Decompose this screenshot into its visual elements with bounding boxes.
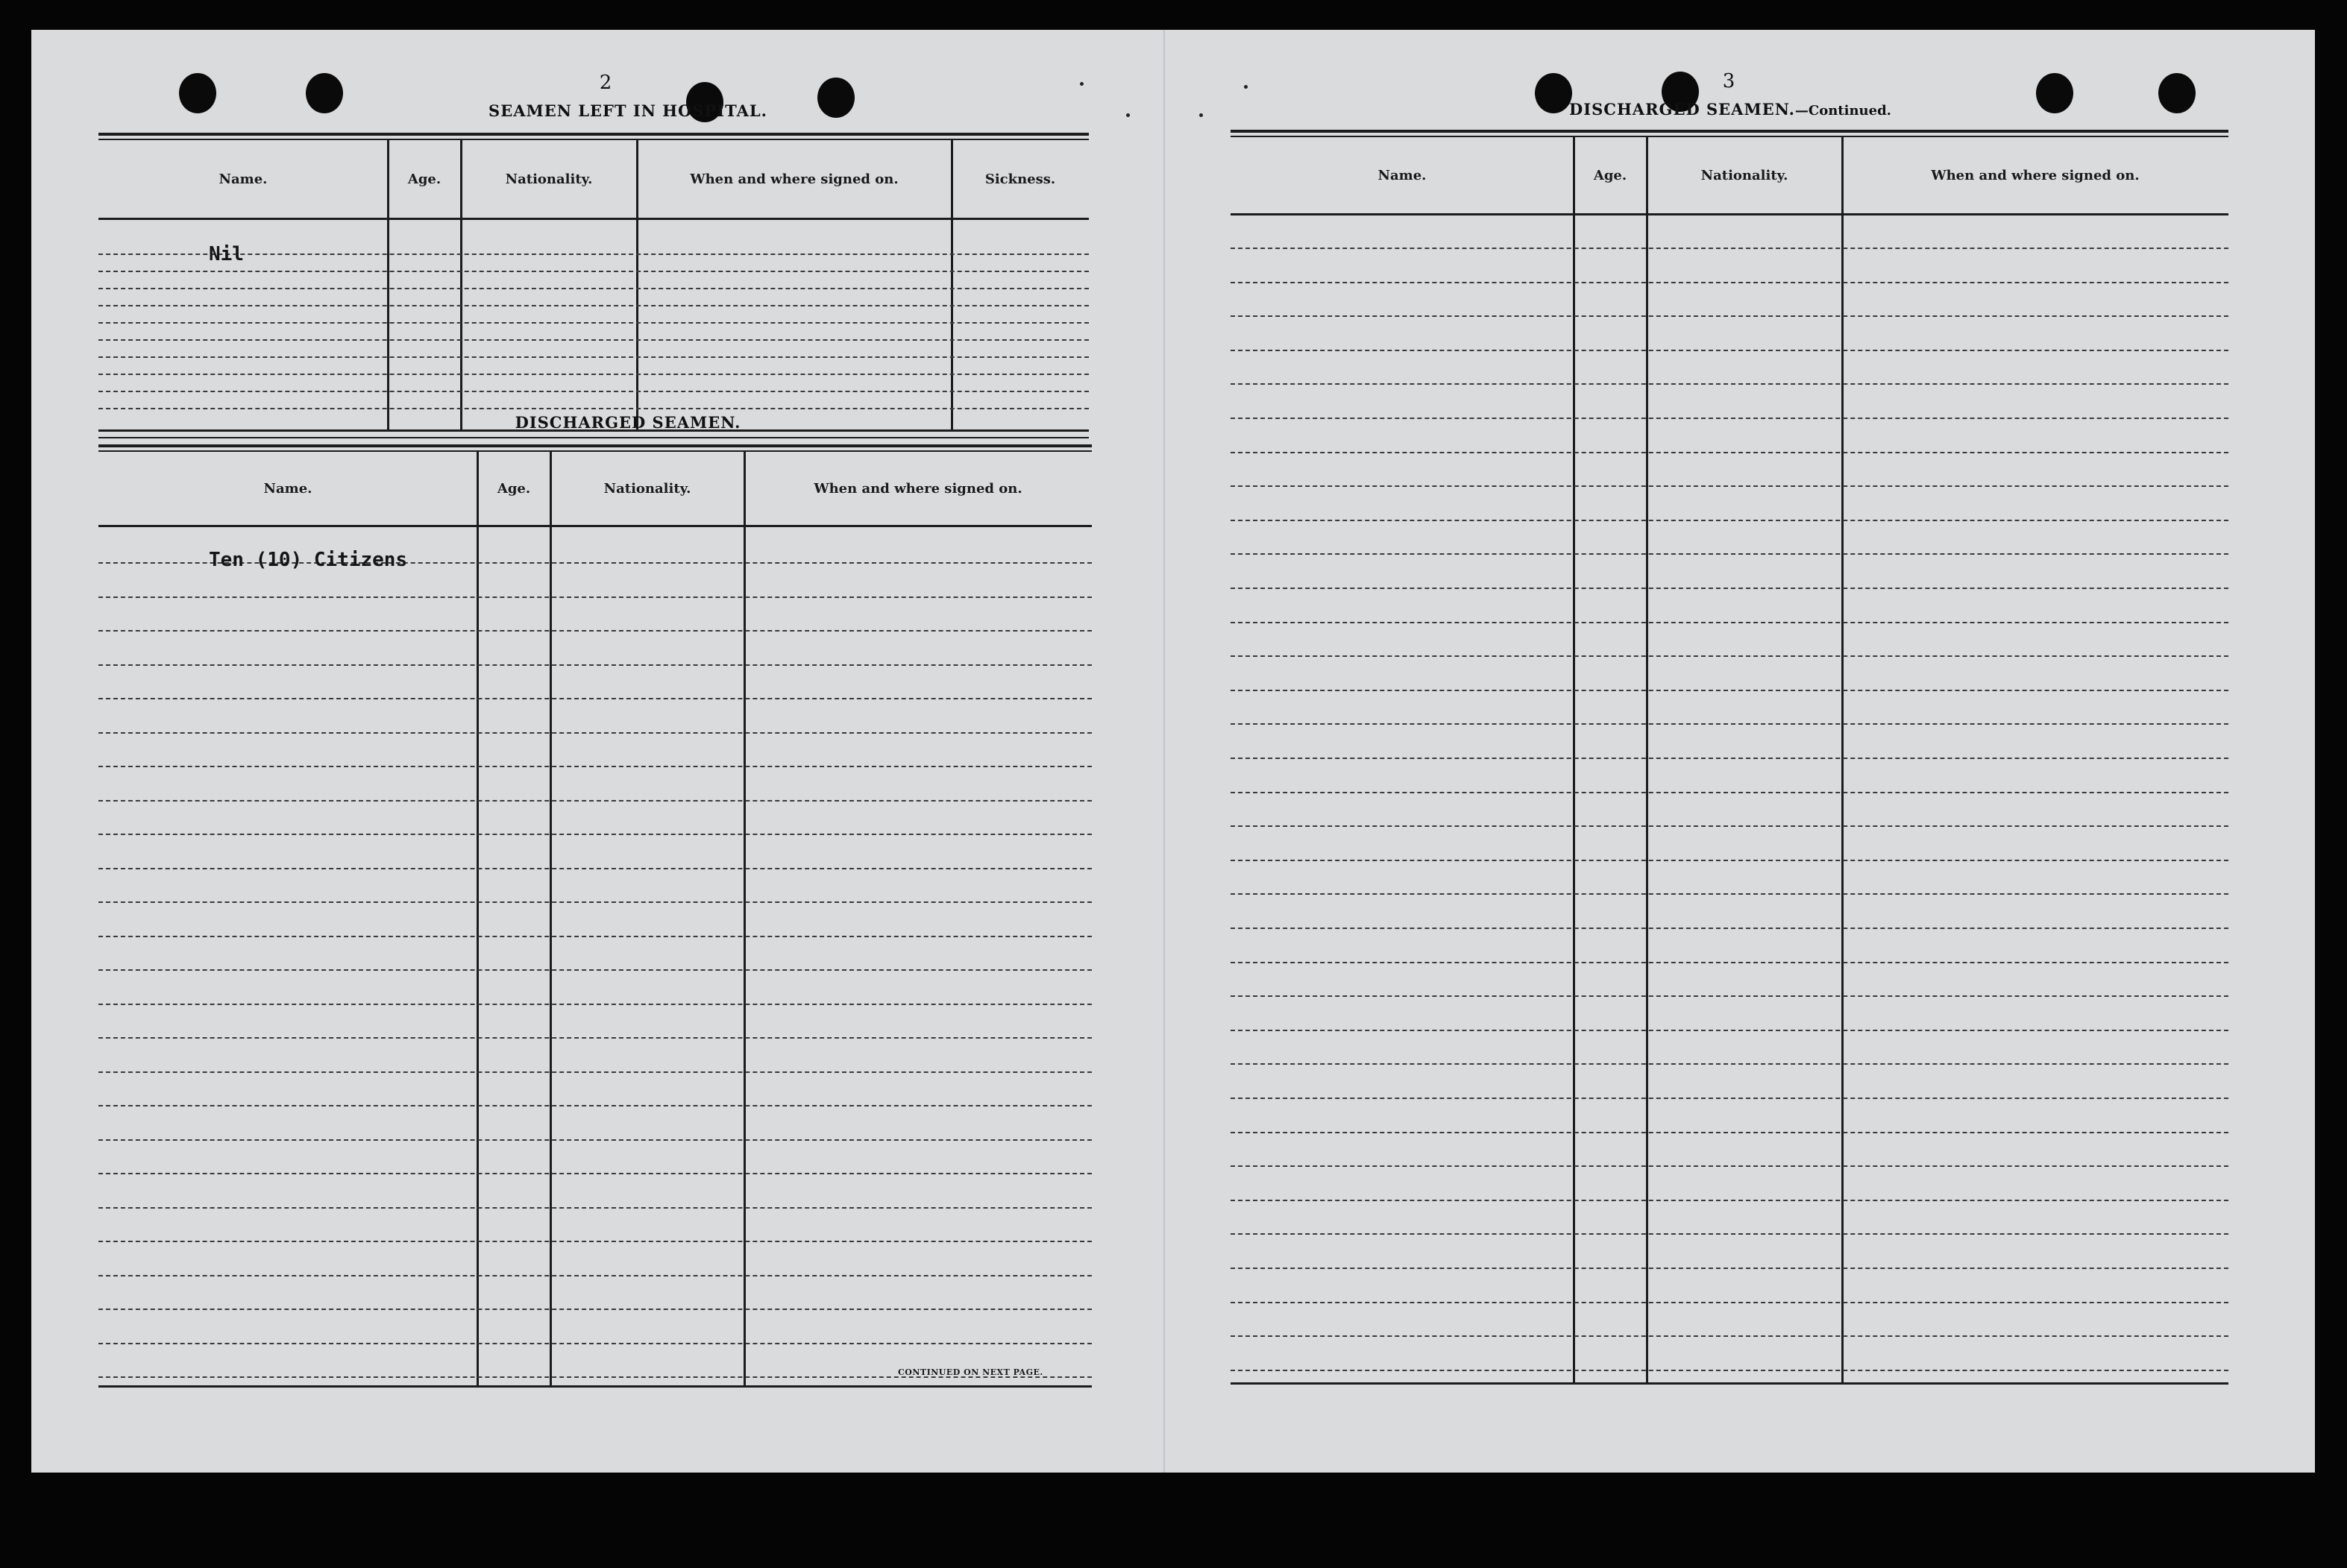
writing-line [98,766,1092,767]
column-header: Nationality. [505,171,593,187]
writing-line [98,271,1089,272]
punch-hole [2036,73,2073,113]
writing-line [1231,520,2228,521]
writing-line [1231,1165,2228,1167]
writing-line [1231,962,2228,963]
discharged-section-title: DISCHARGED SEAMEN. [515,413,741,432]
writing-line [1231,452,2228,453]
writing-line [98,1275,1092,1276]
writing-line [1231,825,2228,827]
writing-line [1231,1370,2228,1371]
writing-line [1231,1335,2228,1337]
writing-line [98,1343,1092,1344]
hospital-entry: Nil [209,243,244,265]
writing-line [1231,418,2228,419]
writing-line [1231,995,2228,997]
writing-line [1231,758,2228,759]
table-top-rule [98,133,1089,136]
column-header: When and where signed on. [814,480,1022,497]
hospital-table [98,133,1089,438]
writing-line [1231,1030,2228,1031]
ink-speck [1199,113,1203,117]
writing-line [98,391,1089,392]
column-header: Name. [263,480,312,497]
writing-line [98,1309,1092,1310]
writing-line [1231,1063,2228,1065]
column-divider [744,452,746,1385]
writing-line [98,1241,1092,1242]
writing-line [98,630,1092,632]
writing-line [98,356,1089,358]
column-header: Nationality. [1700,167,1788,183]
writing-line [98,1071,1092,1073]
column-divider [477,452,479,1385]
table-top-rule [1231,130,2228,133]
column-header: Name. [219,171,268,187]
writing-line [1231,553,2228,555]
column-header: When and where signed on. [690,171,899,187]
writing-line [98,1139,1092,1141]
column-divider [1573,137,1575,1382]
writing-line [98,969,1092,971]
right-title-main: DISCHARGED SEAMEN. [1569,100,1795,119]
writing-line [98,288,1089,289]
writing-line [1231,792,2228,793]
writing-line [1231,1098,2228,1099]
writing-line [98,1207,1092,1209]
writing-line [1231,928,2228,929]
writing-line [1231,315,2228,317]
writing-line [98,339,1089,341]
writing-line [98,936,1092,937]
punch-hole [2158,73,2196,113]
writing-line [1231,622,2228,623]
writing-line [98,664,1092,666]
ink-speck [1244,85,1248,89]
writing-line [98,732,1092,734]
writing-line [98,305,1089,306]
writing-line [1231,1268,2228,1269]
hospital-section-title: SEAMEN LEFT IN HOSPITAL. [488,101,767,120]
page-number-right: 3 [1722,70,1735,92]
writing-line [1231,485,2228,487]
column-divider [1646,137,1648,1382]
column-header: When and where signed on. [1931,167,2140,183]
table-bottom-rule [98,437,1089,438]
table-bottom-rule [1231,1382,2228,1385]
table-top-rule [98,444,1092,447]
column-header: Nationality. [603,480,691,497]
writing-line [98,1173,1092,1174]
writing-line [98,698,1092,699]
column-header: Age. [497,480,531,497]
column-header: Name. [1377,167,1427,183]
writing-line [98,254,1089,255]
table-bottom-rule [98,1385,1092,1388]
writing-line [98,1105,1092,1106]
writing-line [1231,655,2228,657]
writing-line [98,374,1089,375]
writing-line [1231,248,2228,249]
writing-line [98,322,1089,324]
writing-line [1231,893,2228,895]
writing-line [1231,350,2228,351]
writing-line [98,834,1092,835]
writing-line [98,868,1092,869]
punch-hole [817,78,855,118]
column-divider [1841,137,1844,1382]
ink-speck [1080,82,1084,86]
continued-note: CONTINUED ON NEXT PAGE. [898,1367,1043,1377]
column-header: Age. [1593,167,1627,183]
punch-hole [179,73,216,113]
writing-line [98,1037,1092,1039]
column-header: Sickness. [984,171,1056,187]
writing-line [1231,1200,2228,1201]
right-section-title [1566,100,1894,119]
writing-line [1231,383,2228,385]
header-rule [1231,213,2228,215]
writing-line [1231,1233,2228,1235]
ink-speck [1126,113,1130,117]
writing-line [1231,723,2228,725]
writing-line [1231,690,2228,691]
writing-line [1231,1302,2228,1303]
column-header: Age. [407,171,442,187]
right-title-suffix: —Continued. [1794,103,1891,119]
writing-line [1231,860,2228,861]
header-rule [98,525,1092,527]
writing-line [98,408,1089,409]
column-divider [550,452,552,1385]
punch-hole [306,73,343,113]
writing-line [98,1004,1092,1005]
discharged-entry: Ten (10) Citizens [209,549,408,571]
page-number-left: 2 [599,72,612,94]
writing-line [1231,282,2228,283]
page-fold [1163,30,1165,1473]
writing-line [98,901,1092,903]
writing-line [98,800,1092,802]
document-sheet [31,30,2315,1473]
header-rule [98,218,1089,220]
writing-line [1231,588,2228,589]
writing-line [98,596,1092,598]
writing-line [1231,1132,2228,1133]
right-discharged-table [1231,130,2228,1470]
discharged-table [98,444,1092,1467]
